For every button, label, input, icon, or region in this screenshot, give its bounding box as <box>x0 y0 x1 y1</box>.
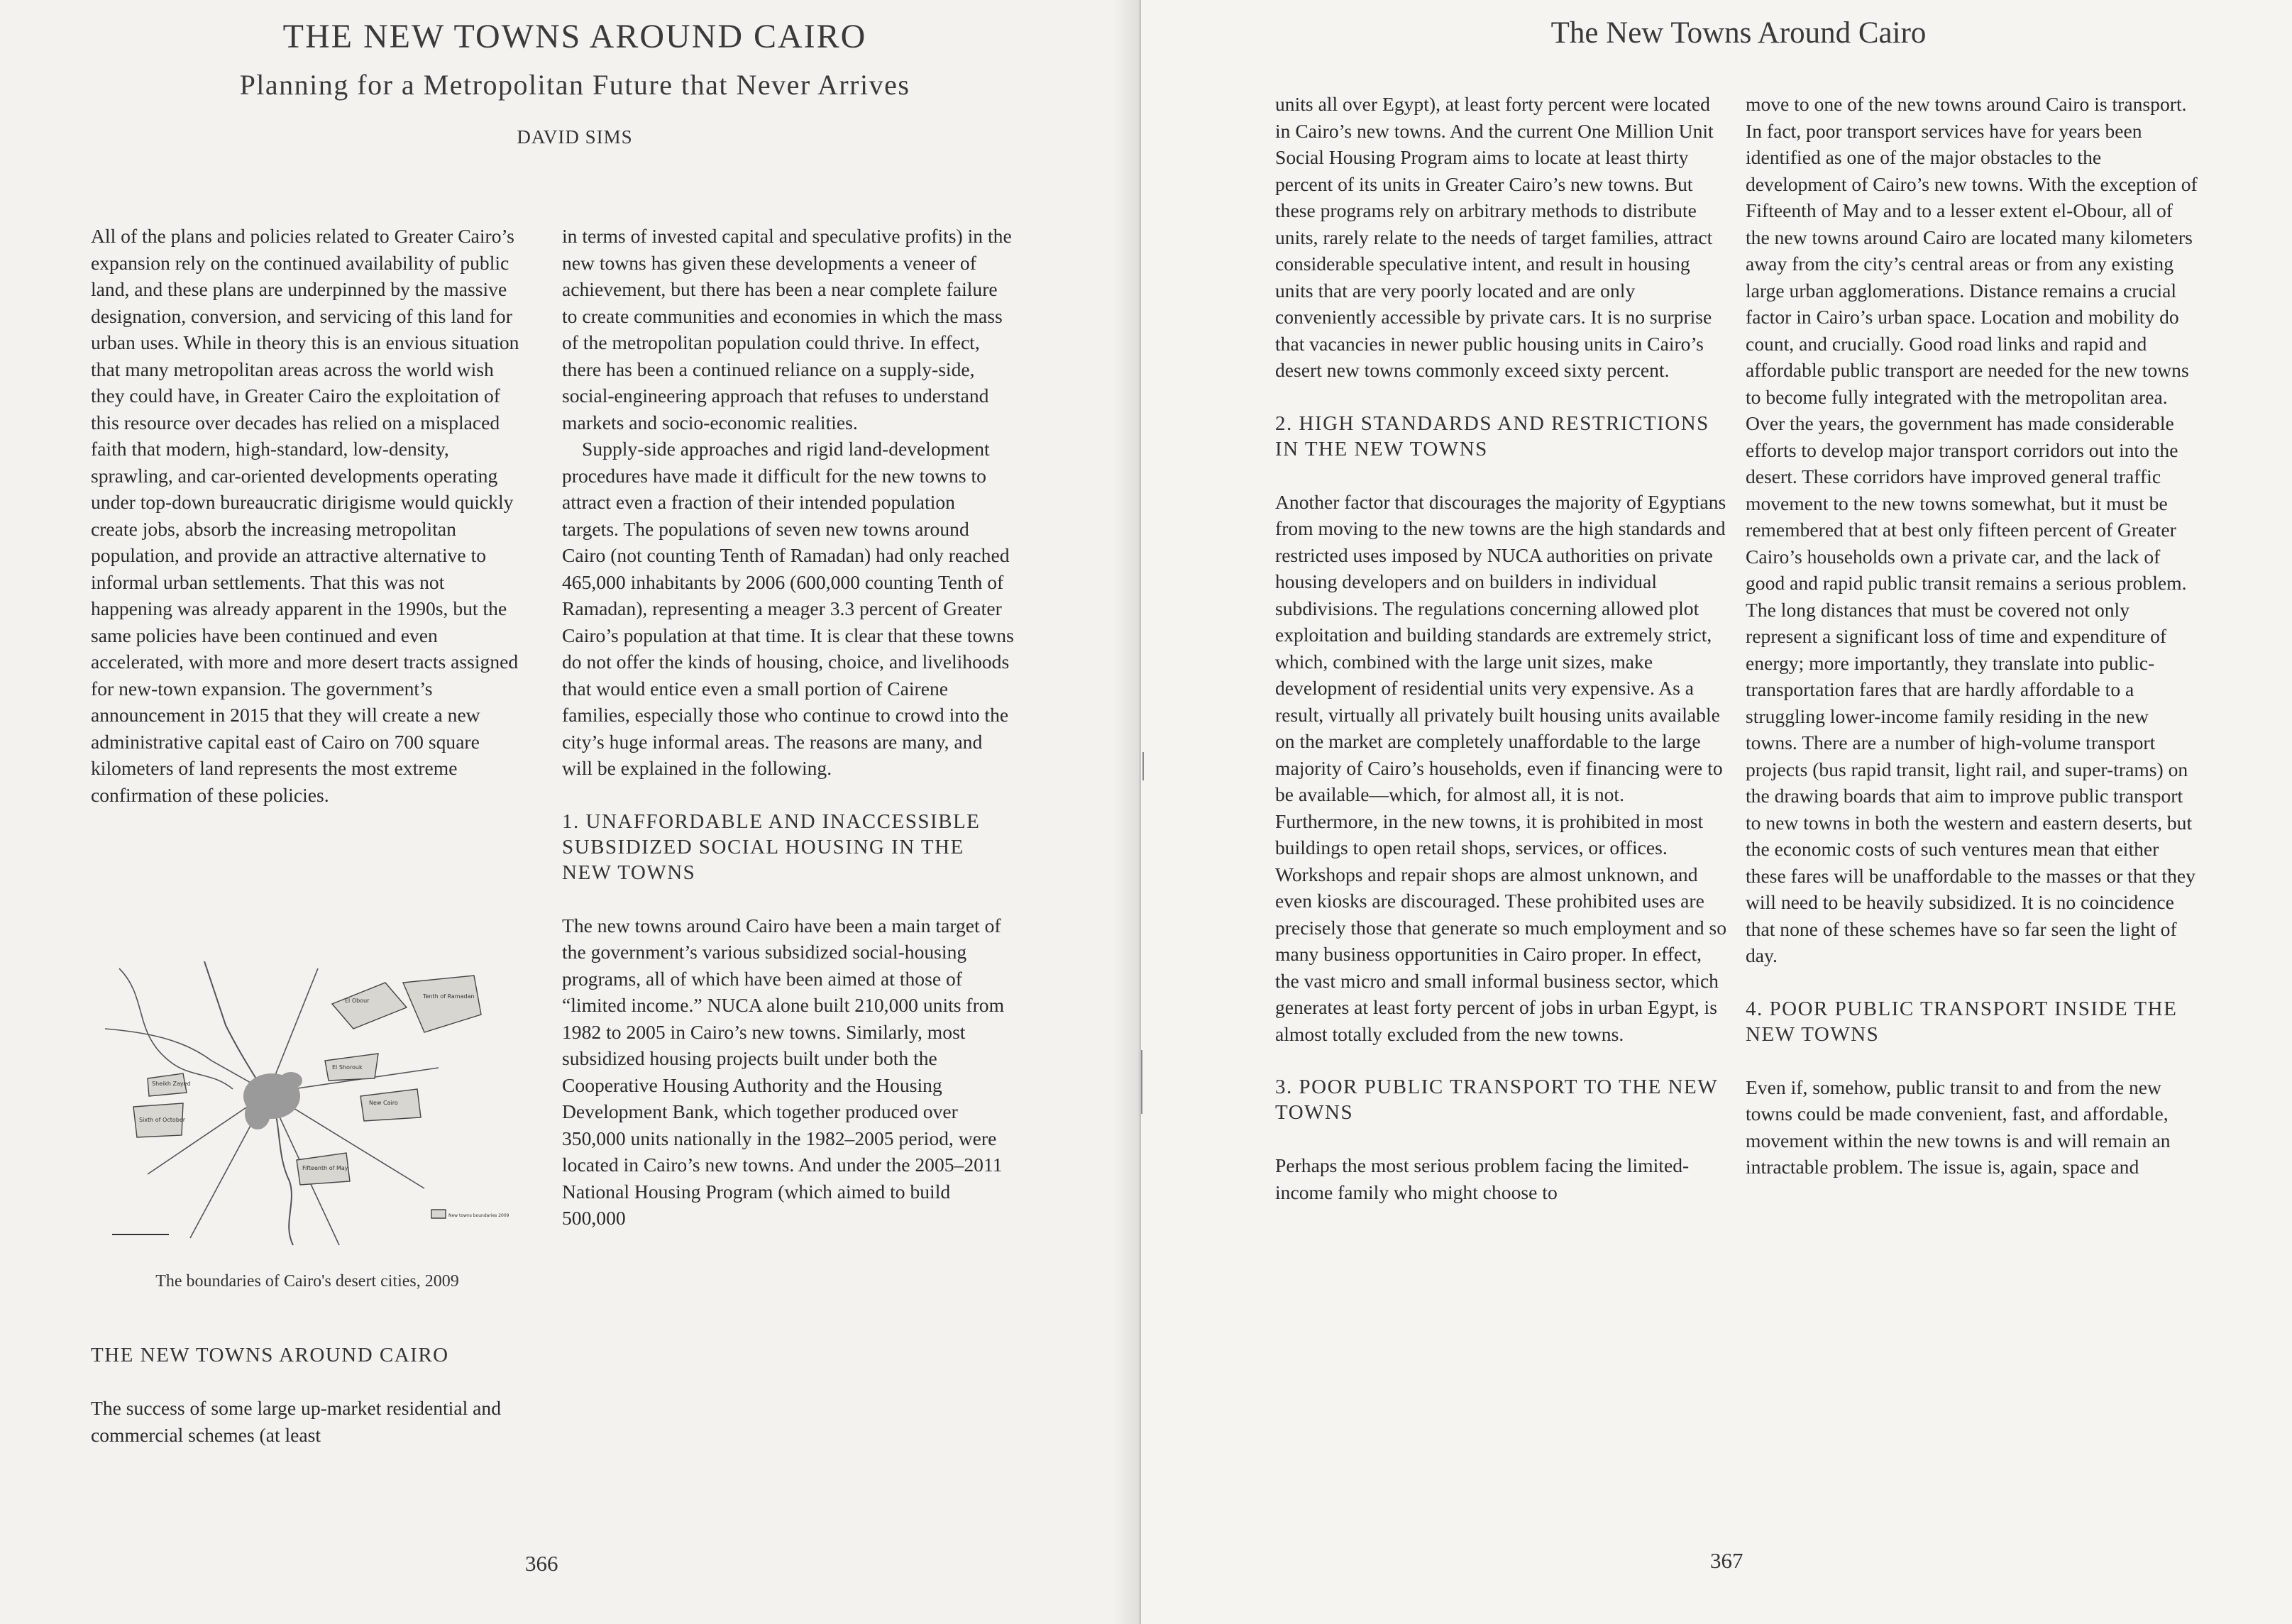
map-label-sheikh-zayed: Sheikh Zayed <box>152 1081 191 1087</box>
map-label-tenth-of-ramadan: Tenth of Ramadan <box>423 993 475 1000</box>
map-label-fifteenth-of-may: Fifteenth of May <box>302 1165 348 1171</box>
map-figure <box>105 954 509 1252</box>
paragraph: Perhaps the most serious problem facing the limited-income family who might choose to <box>1275 1154 1690 1203</box>
page-number-left: 366 <box>525 1551 558 1576</box>
author-name: DAVID SIMS <box>517 126 633 148</box>
right-column-2 <box>1746 91 2200 1181</box>
paragraph: The success of some large up-market residential and commercial schemes (at least <box>91 1397 501 1446</box>
paragraph: Even if, somehow, public transit to and from the new towns could be made convenient, fast, and affordable, movement within the new towns is and will remain an intractable problem. The issue is, again, space and <box>1746 1076 2171 1178</box>
paragraph: All of the plans and policies related to Greater Cairo’s expansion rely on the continued availability of public land, and these plans are underpinned by the massive designation, conversion, and servicing of this land for urban uses. While in theory this is an envious situation that many metropolitan areas across the world wish they could have, in Greater Cairo the exploitation of this resource over decades has relied on a misplaced faith that modern, high-standard, low-density, sprawling, and car-oriented developments operating under top-down bureaucratic dirigisme would quickly create jobs, absorb the increasing metropolitan population, and provide an attractive alternative to informal urban settlements. That this was not happening was already apparent in the 1990s, but the same policies have been continued and even accelerated, with more and more desert tracts assigned for new-town expansion. The government’s announcement in 2015 that they will create a new administrative capital east of Cairo on 700 square kilometers of land represents the most extreme confirmation of these policies. <box>91 225 519 806</box>
page-number-right: 367 <box>1710 1548 1743 1573</box>
section-heading: 4. POOR PUBLIC TRANSPORT INSIDE THE NEW TOWNS <box>1746 997 2178 1046</box>
map-label-el-shorouk: El Shorouk <box>332 1064 363 1071</box>
section-heading: 3. POOR PUBLIC TRANSPORT TO THE NEW TOWNS <box>1275 1076 1718 1124</box>
cairo-desert-cities-map <box>105 954 509 1252</box>
map-label-el-obour: El Obour <box>345 998 370 1004</box>
paragraph: Supply-side approaches and rigid land-development procedures have made it difficult for the new towns to attract even a fraction of their intended population targets. The populations of seven new towns around Cairo (not counting Tenth of Ramadan) had only reached 465,000 inhabitants by 2006 (600,000 counting Tenth of Ramadan), representing a meager 3.3 percent of Greater Cairo’s population at that time. It is clear that these towns do not offer the kinds of housing, choice, and livelihoods that would entice even a small portion of Cairene families, especially those who continue to crowd into the city’s huge informal areas. The reasons are many, and will be explained in the following. <box>562 438 1014 779</box>
left-page <box>0 0 1141 1624</box>
section-heading: THE NEW TOWNS AROUND CAIRO <box>91 1344 449 1366</box>
section-heading: 1. UNAFFORDABLE AND INACCESSIBLE SUBSIDIZED SOCIAL HOUSING IN THE NEW TOWNS <box>562 810 981 884</box>
paragraph: The new towns around Cairo have been a main target of the government’s various subsidized social-housing programs, all of which have been aimed at those of “limited income.” NUCA alone built 210,000 units from 1982 to 2005 in Cairo’s new towns. Similarly, most subsidized housing projects built under both the Cooperative Housing Authority and the Housing Development Bank, which together produced over 350,000 units nationally in the 1982–2005 period, were located in Cairo’s new towns. And under the 2005–2011 National Housing Program (which aimed to build 500,000 <box>562 914 1005 1229</box>
paragraph: move to one of the new towns around Cairo is transport. In fact, poor transport services have for years been identified as one of the major obstacles to the development of Cairo’s new towns. With the exception of Fifteenth of May and to a lesser extent el-Obour, all of the new towns around Cairo are located many kilometers away from the city’s central areas or from any existing large urban agglomerations. Distance remains a crucial factor in Cairo’s urban space. Location and mobility do count, and crucially. Good road links and rapid and affordable public transport are needed for the new towns to become fully integrated with the metropolitan area. Over the years, the government has made considerable efforts to develop major transport corridors out into the desert. These corridors have improved general traffic movement to the new towns somewhat, but it must be remembered that at best only fifteen percent of Greater Cairo’s households own a private car, and the lack of good and rapid public transit remains a serious problem. The long distances that must be covered not only represent a significant loss of time and expenditure of energy; more importantly, they translate into public-transportation fares that are hardly affordable to a struggling lower-income family residing in the new towns. There are a number of high-volume transport projects (bus rapid transit, light rail, and super-trams) on the drawing boards that aim to improve public transport to new towns in both the western and eastern deserts, but the economic costs of such ventures mean that either these fares will be unaffordable to the masses or that they will need to be heavily subsidized. It is no coincidence that none of these schemes have so far seen the light of day. <box>1746 93 2198 966</box>
left-column-2 <box>562 223 1016 1232</box>
gutter-mark <box>1142 752 1144 780</box>
paragraph: Another factor that discourages the majority of Egyptians from moving to the new towns are the high standards and restricted uses imposed by NUCA authorities on private housing developers and on builders in individual subdivisions. The regulations concerning allowed plot exploitation and building standards are extremely strict, which, combined with the large unit sizes, make development of residential units very expensive. As a result, virtually all privately built housing units available on the market are completely unaffordable to the large majority of Cairo’s households, even if financing were to be available—which, for almost all, it is not. Furthermore, in the new towns, it is prohibited in most buildings to open retail shops, services, or offices. Workshops and repair shops are almost unknown, and even kiosks are discouraged. These prohibited uses are precisely those that generate so much employment and so many business opportunities in Cairo proper. In effect, the vast micro and small informal business sector, which generates at least forty percent of jobs in urban Egypt, is almost totally excluded from the new towns. <box>1275 490 1727 1045</box>
paragraph: units all over Egypt), at least forty percent were located in Cairo’s new towns. And the current One Million Unit Social Housing Program aims to locate at least thirty percent of its units in Greater Cairo’s new towns. But these programs rely on arbitrary methods to distribute units, rarely relate to the needs of target families, attract considerable speculative intent, and result in housing units that are very poorly located and are only conveniently accessible by private cars. It is no surprise that vacancies in newer public housing units in Cairo’s desert new towns commonly exceed sixty percent. <box>1275 93 1714 381</box>
chapter-subtitle: Planning for a Metropolitan Future that Never Arrives <box>239 69 910 101</box>
map-label-new-cairo: New Cairo <box>369 1100 398 1106</box>
map-legend-label: New towns boundaries 2009 <box>448 1213 509 1218</box>
running-head: The New Towns Around Cairo <box>1550 16 1927 50</box>
gutter-mark <box>1141 1050 1142 1114</box>
chapter-title: THE NEW TOWNS AROUND CAIRO <box>282 18 867 55</box>
paragraph: in terms of invested capital and speculative profits) in the new towns has given these developments a veneer of achievement, but there has been a near complete failure to create communities and economies in which the mass of the metropolitan population could thrive. In effect, there has been a continued reliance on a supply-side, social-engineering approach that refuses to understand markets and socio-economic realities. <box>562 225 1012 433</box>
section-new-towns <box>91 1342 545 1448</box>
figure-caption: The boundaries of Cairo's desert cities, 2009 <box>155 1272 459 1291</box>
section-heading: 2. HIGH STANDARDS AND RESTRICTIONS IN THE NEW TOWNS <box>1275 411 1709 460</box>
left-column-1 <box>91 223 524 808</box>
map-label-sixth-of-october: Sixth of October <box>139 1117 186 1123</box>
right-column-1 <box>1275 91 1729 1205</box>
